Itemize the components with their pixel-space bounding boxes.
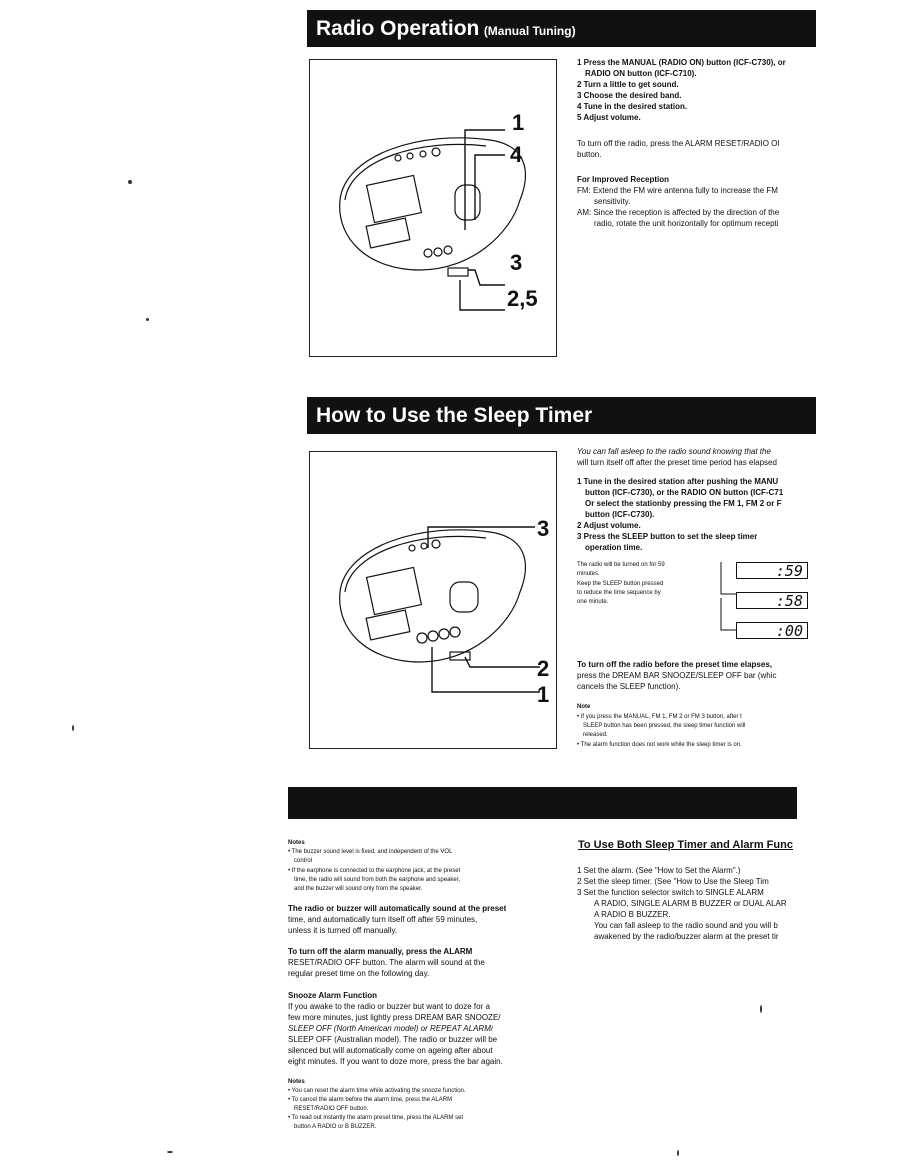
radio-callout-3: 3: [510, 250, 523, 275]
both-1: 1 Set the alarm. (See "How to Set the Alarm".): [577, 866, 741, 875]
snooze-6: eight minutes. If you want to doze more, press the bar again.: [288, 1057, 503, 1066]
sleep-turn-off-1: To turn off the radio before the preset time elapses,: [577, 660, 772, 669]
alarm-note2-1: • You can reset the alarm time while activating the snooze function.: [288, 1088, 466, 1094]
sleep-display-58: :58: [736, 592, 808, 609]
snooze-4: SLEEP OFF (Australian model). The radio or buzzer will be: [288, 1035, 498, 1044]
alarm-note-2: control: [294, 858, 313, 864]
radio-step-3: 3 Choose the desired band.: [577, 91, 682, 100]
sleep-turn-off-2: press the DREAM BAR SNOOZE/SLEEP OFF bar (whic: [577, 671, 777, 680]
scan-speck: [128, 180, 132, 184]
sleep-device-illustration: [310, 452, 556, 748]
scan-speck: [146, 318, 149, 321]
radio-step-1a: 1 Press the MANUAL (RADIO ON) button (ICF-C730), or: [577, 58, 786, 67]
radio-turn-off-2: button.: [577, 150, 602, 159]
sleep-small-5: one minute.: [577, 599, 609, 605]
snooze-3: SLEEP OFF (North American model) or REPEAT ALARM/: [288, 1024, 494, 1033]
sleep-step-3a: 3 Press the SLEEP button to set the sleep timer: [577, 532, 758, 541]
manual-off-1: To turn off the alarm manually, press the ALARM: [288, 947, 473, 956]
both-4: A RADIO, SINGLE ALARM B BUZZER or DUAL ALAR: [594, 899, 787, 908]
radio-callout-1: 1: [512, 110, 525, 135]
alarm-note-1: • The buzzer sound level is fixed, and independent of the VOL: [288, 849, 453, 855]
snooze-1: If you awake to the radio or buzzer but want to doze for a: [288, 1002, 490, 1011]
sleep-step-2: 2 Adjust volume.: [577, 521, 641, 530]
reception-fm-2: sensitivity.: [594, 197, 631, 206]
sleep-small-2: minutes.: [577, 571, 600, 577]
sleep-note-4: • The alarm function does not work while the sleep timer is on.: [577, 742, 742, 748]
both-7: awakened by the radio/buzzer alarm at the preset tir: [594, 932, 779, 941]
sleep-note-2: SLEEP button has been pressed, the sleep timer function will: [583, 723, 746, 729]
both-5: A RADIO B BUZZER.: [594, 910, 671, 919]
alarm-notes2-heading: Notes: [288, 1079, 305, 1085]
sleep-step-1d: button (ICF-C730).: [585, 510, 655, 519]
radio-step-1b: RADIO ON button (ICF-C710).: [585, 69, 697, 78]
sleep-section-title: How to Use the Sleep Timer: [316, 404, 593, 427]
sleep-display-59: :59: [736, 562, 808, 579]
alarm-note-5: and the buzzer will sound only from the speaker.: [294, 886, 423, 892]
sleep-step-1c: Or select the stationby pressing the FM 1, FM 2 or F: [585, 499, 782, 508]
snooze-5: silenced but will automatically come on ageing after about: [288, 1046, 493, 1055]
section-title-bar-alarm: [288, 787, 797, 819]
scan-speck: [167, 1151, 173, 1153]
sleep-small-3: Keep the SLEEP button pressed: [577, 581, 664, 587]
sleep-display-00: :00: [736, 622, 808, 639]
radio-callout-25: 2,5: [507, 286, 538, 311]
sleep-step-1b: button (ICF-C730), or the RADIO ON button (ICF-C71: [585, 488, 784, 497]
sleep-intro-1: You can fall asleep to the radio sound knowing that the: [577, 447, 771, 456]
reception-am-1: AM: Since the reception is affected by the direction of the: [577, 208, 780, 217]
reception-fm-1: FM: Extend the FM wire antenna fully to increase the FM: [577, 186, 778, 195]
sleep-callout-1: 1: [537, 682, 550, 707]
sleep-figure-panel: [309, 451, 557, 749]
auto-off-3: unless it is turned off manually.: [288, 926, 398, 935]
scan-speck: [677, 1150, 679, 1156]
radio-callout-4: 4: [510, 142, 523, 167]
scan-speck: [760, 1005, 762, 1013]
alarm-note2-5: button A RADIO or B BUZZER.: [294, 1124, 377, 1130]
sleep-turn-off-3: cancels the SLEEP function).: [577, 682, 681, 691]
radio-section-title: Radio Operation: [316, 17, 480, 40]
sleep-step-1a: 1 Tune in the desired station after pushing the MANU: [577, 477, 779, 486]
section-title-bar-radio: [307, 10, 816, 47]
sleep-note-1: • If you press the MANUAL, FM 1, FM 2 or FM 3 button, after t: [577, 714, 742, 720]
sleep-callout-3: 3: [537, 516, 550, 541]
scan-speck: [72, 725, 74, 731]
snooze-heading: Snooze Alarm Function: [288, 991, 378, 1000]
manual-off-3: regular preset time on the following day.: [288, 969, 430, 978]
reception-am-2: radio, rotate the unit horizontally for optimum recepti: [594, 219, 779, 228]
radio-section-subtitle: (Manual Tuning): [483, 24, 576, 38]
sleep-callout-2: 2: [537, 656, 550, 681]
both-2: 2 Set the sleep timer. (See "How to Use the Sleep Tim: [577, 877, 769, 886]
both-heading: To Use Both Sleep Timer and Alarm Func: [578, 839, 793, 851]
radio-step-2: 2 Turn a little to get sound.: [577, 80, 679, 89]
alarm-note2-3: RESET/RADIO OFF button.: [294, 1106, 369, 1112]
alarm-note2-2: • To cancel the alarm before the alarm time, press the ALARM: [288, 1097, 453, 1103]
sleep-small-4: to reduce the time sequence by: [577, 590, 661, 596]
reception-heading: For Improved Reception: [577, 175, 670, 184]
sleep-note-3: released.: [583, 732, 608, 738]
alarm-note-4: time, the radio will sound from both the earphone and speaker,: [294, 877, 461, 883]
alarm-note2-4: • To read out instantly the alarm preset time, press the ALARM set: [288, 1115, 464, 1121]
sleep-note-heading: Note: [577, 704, 591, 710]
alarm-note-3: • If the earphone is connected to the earphone jack, at the preset: [288, 868, 461, 874]
auto-off-1: The radio or buzzer will automatically sound at the preset: [288, 904, 507, 913]
manual-off-2: RESET/RADIO OFF button. The alarm will sound at the: [288, 958, 485, 967]
radio-figure-panel: [309, 59, 557, 357]
alarm-notes-heading: Notes: [288, 840, 305, 846]
sleep-step-3b: operation time.: [585, 543, 643, 552]
snooze-2: few more minutes, just lightly press DREAM BAR SNOOZE/: [288, 1013, 501, 1022]
sleep-small-1: The radio will be turned on for 59: [577, 562, 665, 568]
sleep-intro-2: will turn itself off after the preset time period has elapsed: [577, 458, 777, 467]
radio-step-5: 5 Adjust volume.: [577, 113, 641, 122]
radio-step-4: 4 Tune in the desired station.: [577, 102, 688, 111]
auto-off-2: time, and automatically turn itself off after 59 minutes,: [288, 915, 478, 924]
radio-turn-off-1: To turn off the radio, press the ALARM RESET/RADIO OI: [577, 139, 780, 148]
both-3: 3 Set the function selector switch to SINGLE ALARM: [577, 888, 764, 897]
section-title-bar-sleep: [307, 397, 816, 434]
both-6: You can fall asleep to the radio sound and you will b: [594, 921, 778, 930]
